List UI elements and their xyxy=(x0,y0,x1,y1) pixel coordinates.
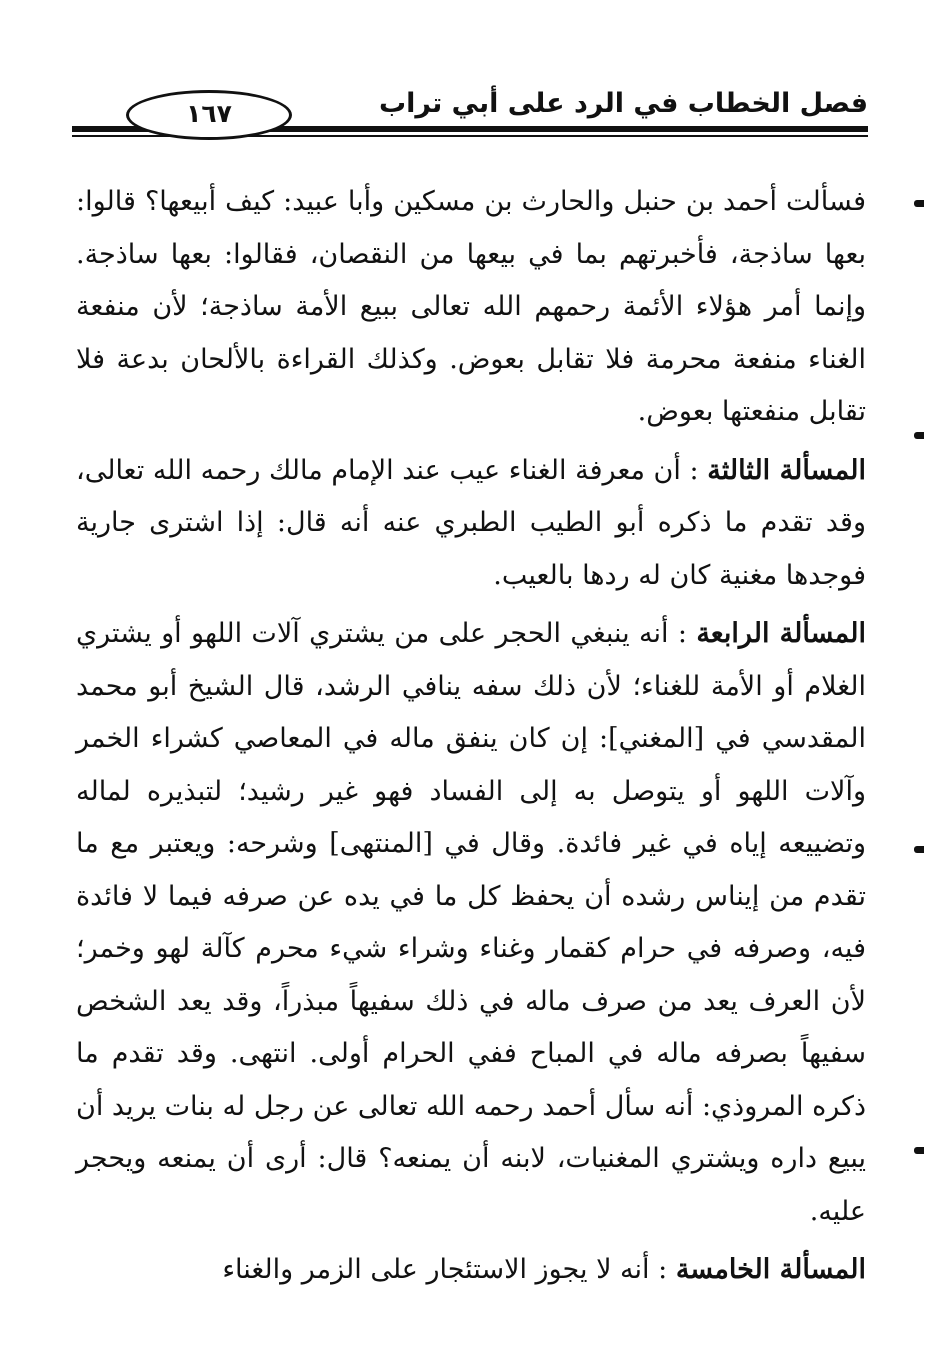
paragraph-text: : أنه ينبغي الحجر على من يشتري آلات اللهو أو يشتري الغلام أو الأمة للغناء؛ لأن ذلك سفه ينافي الرشد، قال الشيخ أبو محمد المقدسي في [المغني]: إن كان ينفق ماله في المعاصي كشراء الخمر وآلات اللهو أو يتوصل به إلى الفساد فهو غير رشيد؛ لتبذيره لماله وتضييعه إياه في غير فائدة. وقال في [المنتهى] وشرحه: ويعتبر مع ما تقدم من إيناس رشده أن يحفظ كل ما في يده عن صرفه فيما لا فائدة فيه، وصرفه في حرام كقمار وغناء وشراء شيء محرم كآلة لهو وخمر؛ لأن العرف يعد من صرف ماله في ذلك سفيهاً مبذراً، وقد يعد الشخص سفيهاً بصرفه ماله في المباح ففي الحرام أولى. انتهى. وقد تقدم ما ذكره المروذي: أنه سأل أحمد رحمه الله تعالى عن رجل له بنات يريد أن يبيع داره ويشتري المغنيات، لابنه أن يمنعه؟ قال: أرى أن يمنعه ويحجر عليه. xyxy=(76,618,866,1227)
scan-edge-mark xyxy=(914,200,924,207)
scan-edge-mark xyxy=(914,432,924,439)
running-header xyxy=(72,84,868,148)
page-body xyxy=(76,176,866,1297)
issue-heading: المسألة الخامسة xyxy=(675,1254,866,1285)
paragraph-text: : أن معرفة الغناء عيب عند الإمام مالك رحمه الله تعالى، وقد تقدم ما ذكره أبو الطيب الطبري عنه أنه قال: إذا اشترى جارية فوجدها مغنية كان له ردها بالعيب. xyxy=(76,454,866,591)
paragraph-text: : أنه لا يجوز الاستئجار على الزمر والغناء xyxy=(222,1254,668,1285)
scan-edge-mark xyxy=(914,1147,924,1154)
issue-heading: المسألة الثالثة xyxy=(707,454,866,486)
book-title: فصل الخطاب في الرد على أبي تراب xyxy=(378,88,868,119)
paragraph-continuation xyxy=(76,176,866,439)
paragraph-text: فسألت أحمد بن حنبل والحارث بن مسكين وأبا عبيد: كيف أبيعها؟ قالوا: بعها ساذجة، فأخبرتهم بما في بيعها من النقصان، فقالوا: بعها ساذجة. وإنما أمر هؤلاء الأئمة رحمهم الله تعالى ببيع الأمة ساذجة؛ لأن منفعة الغناء منفعة محرمة فلا تقابل بعوض. وكذلك القراءة بالألحان بدعة فلا تقابل منفعتها بعوض. xyxy=(76,186,866,427)
paragraph-issue-3 xyxy=(76,445,866,603)
paragraph-issue-5 xyxy=(76,1244,866,1297)
paragraph-issue-4 xyxy=(76,608,866,1238)
issue-heading: المسألة الرابعة xyxy=(696,618,866,649)
scan-edge-mark xyxy=(914,846,924,853)
page-number: ١٦٧ xyxy=(126,90,292,140)
